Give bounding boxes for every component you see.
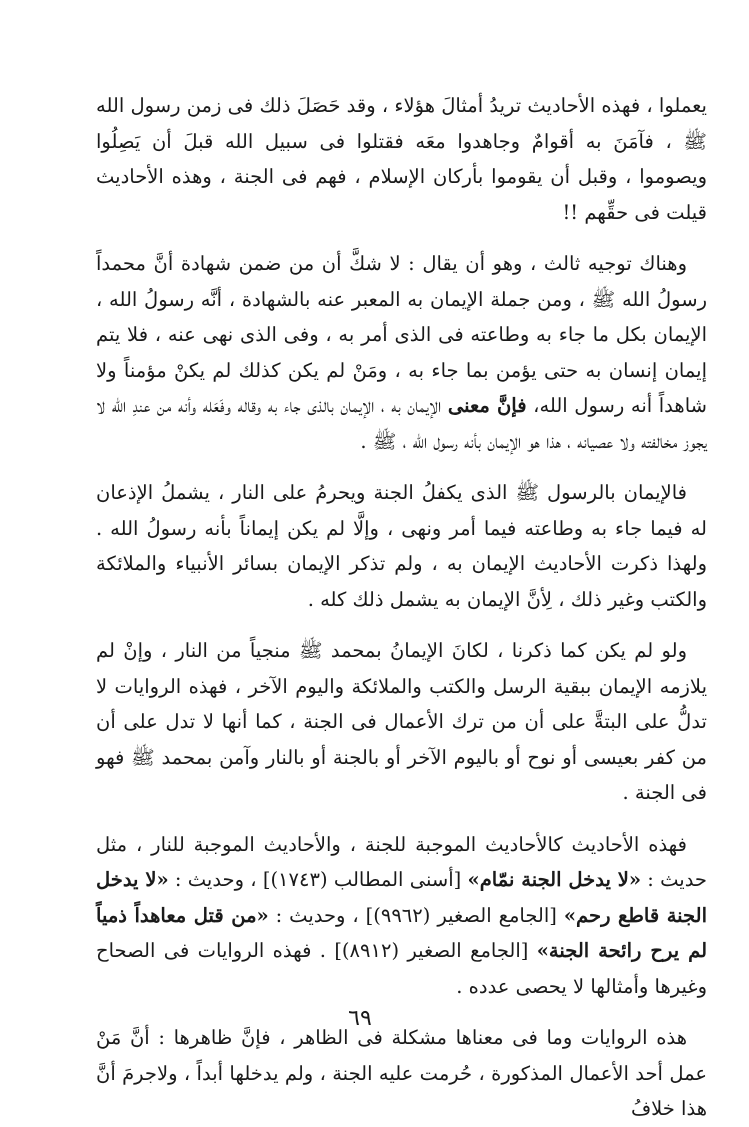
text-segment: ولو لم يكن كما ذكرنا ، لكانَ الإيمانُ بمحمد ﷺ منجياً من النار ، وإنْ لم يلازمه الإيمان ببقية الرسل والكتب والملائكة واليوم الآخر ، فهذه الروايات لا تدلُّ على البتةَّ على أن من ترك الأعمال فى الجنة ، كما أنها لا تدل على أن من كفر بعيسى أو نوح أو باليوم الآخر أو بالجنة أو بالنار وآمن بمحمد ﷺ فهو فى الجنة . — [96, 639, 707, 804]
paragraph — [96, 1020, 707, 1127]
text-segment: يعملوا ، فهذه الأحاديث تريدُ أمثالَ هؤلاء ، وقد حَصَلَ ذلك فى زمن رسول الله ﷺ ، فآمَنَ به أقوامٌ وجاهدوا معَه فقتلوا فى سبيل الله قبلَ أن يَصِلُوا ويصوموا ، وقبل أن يقوموا بأركان الإسلام ، فهم فى الجنة ، وهذه الأحاديث قيلت فى حقِّهم !! — [96, 94, 707, 224]
text-segment: [الجامع الصغير (٨٩١٢)] . فهذه الروايات فى الصحاح وغيرها وأمثالها لا يحصى عدده . — [96, 939, 707, 998]
bold-text-segment: «من قتل معاهداً ذمياً لم يرح رائحة الجنة» — [96, 903, 708, 962]
text-segment: الإيمان به ، الإيمان بالذى جاء به وقاله وفَعَله وأنه من عندِ الله لا يجوز مخالفته ولا عصيانه ، هذا هو الإيمان بأنه رسول الله ، ﷺ . — [96, 394, 707, 453]
text-segment: [أسنى المطالب (١٧٤٣)] ، وحديث : — [168, 868, 468, 891]
paragraph — [96, 88, 707, 230]
paragraph — [96, 475, 707, 617]
text-segment: [الجامع الصغير (٩٩٦٢)] ، وحديث : — [268, 903, 564, 927]
paragraph — [96, 827, 707, 1005]
bold-text-segment: فإنَّ معنى — [447, 394, 527, 417]
text-segment: وهناك توجيه ثالث ، وهو أن يقال : لا شكَّ أن من ضمن شهادة أنَّ محمداً رسولُ الله ﷺ ، ومن جملة الإيمان به المعبر عنه بالشهادة ، أنَّه رسولُ الله ، الإيمان بكل ما جاء به وطاعته فى الذى أمر به ، وفى الذى نهى عنه ، فلا يتم إيمان إنسان به حتى يؤمن بما جاء به ، ومَنْ لم يكن كذلك لم يكنْ مؤمناً ولا شاهداً أنه رسول الله، — [96, 252, 707, 417]
body-text — [96, 88, 707, 1127]
text-segment: فالإيمان بالرسول ﷺ الذى يكفلُ الجنة ويحرمُ على النار ، يشملُ الإذعان له فيما جاء به وطاعته فيما أمر ونهى ، وإلَّا لم يكن إيماناً بأنه رسولُ الله . ولهذا ذكرت الأحاديث الإيمان به ، ولم تذكر الإيمان بسائر الأنبياء والملائكة والكتب وغير ذلك ، لِأنَّ الإيمان به يشمل ذلك كله . — [96, 481, 707, 611]
bold-text-segment: «لا يدخل الجنة قاطع رحم» — [96, 868, 707, 927]
text-segment: فهذه الأحاديث كالأحاديث الموجبة للجنة ، والأحاديث الموجبة للنار ، مثل حديث : — [96, 832, 707, 891]
bold-text-segment: «لا يدخل الجنة نمّام» — [467, 868, 642, 891]
paragraph — [96, 246, 707, 459]
paragraph — [96, 633, 707, 811]
page-number: ٦٩ — [348, 1006, 372, 1031]
text-segment: هذه الروايات وما فى معناها مشكلة فى الظاهر ، فإنَّ ظاهرها : أنَّ مَنْ عمل أحد الأعمال المذكورة ، حُرمت عليه الجنة ، ولم يدخلها أبداً ، ولاجرمَ أنَّ هذا خلافُ — [96, 1026, 707, 1120]
